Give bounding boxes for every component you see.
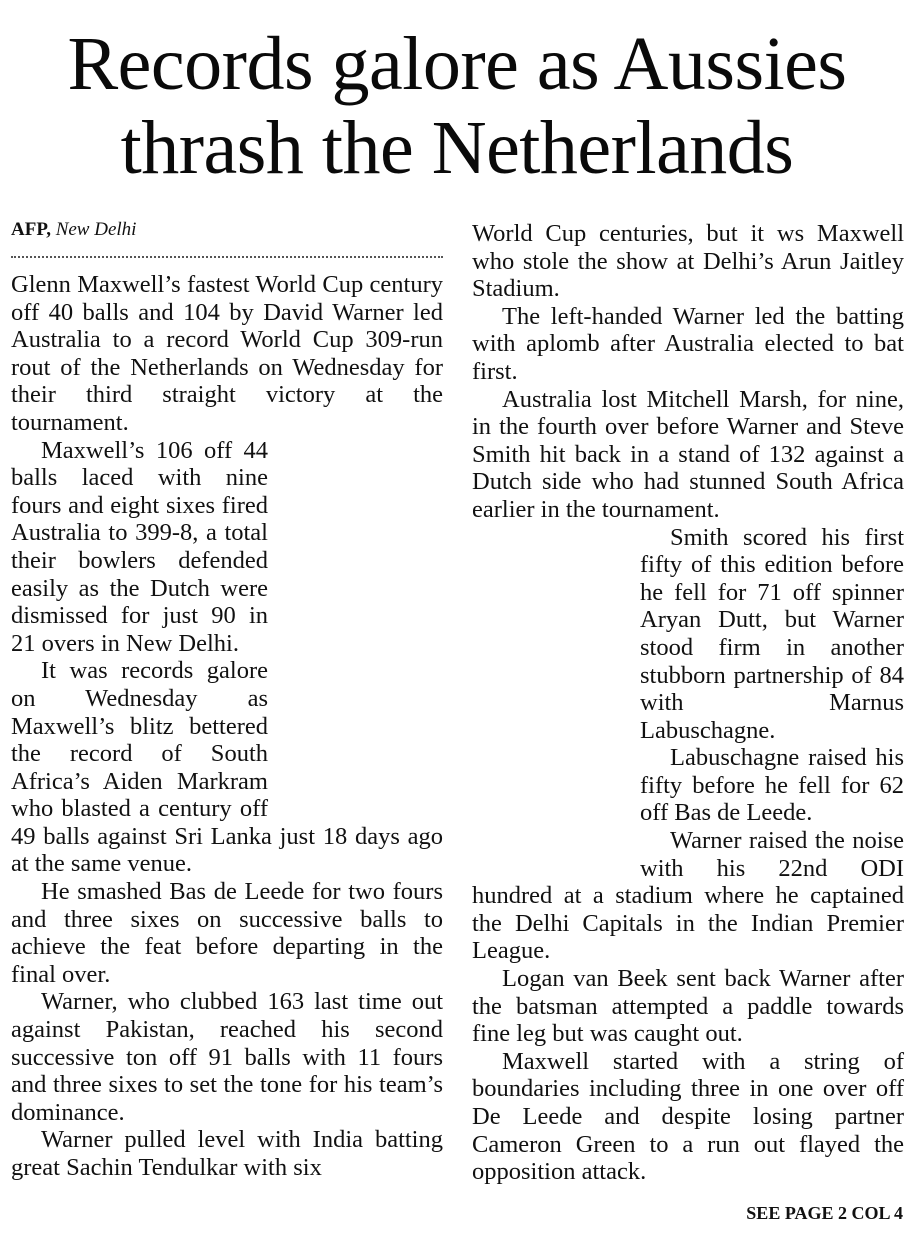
headline: Records galore as Aussies thrash the Netherlands (67, 22, 847, 190)
byline-agency: AFP, (11, 219, 51, 240)
paragraph: Warner pulled level with India batting great Sachin Tendulkar with six (11, 1126, 443, 1181)
byline (11, 219, 136, 241)
paragraph: Maxwell started with a string of boundaries including three in one over off De Leede and despite losing partner Cameron Green to a run out flayed the opposition attack. (472, 1047, 904, 1186)
paragraph: It was records galore on Wednesday as Maxwell’s blitz bettered the record of South Africa’s Aiden Markram who blasted a century off 49 balls against Sri Lanka just 18 days ago at the same venue. (11, 657, 443, 878)
paragraph: Labuschagne raised his fifty before he fell for 62 off Bas de Leede. (640, 744, 904, 827)
article-column-2 (472, 220, 904, 1186)
byline-divider (11, 256, 443, 258)
paragraph: Smith scored his first fifty of this edition before he fell for 71 off spinner Aryan Dutt, but Warner stood firm in another stubborn partnership of 84 with Marnus Labuschagne. (640, 523, 904, 744)
paragraph: Logan van Beek sent back Warner after the batsman attempted a paddle towards fine leg but was caught out. (472, 965, 904, 1048)
article-column-1 (11, 271, 443, 1182)
paragraph: Warner, who clubbed 163 last time out against Pakistan, reached his second successive ton off 91 balls with 11 fours and three sixes to set the tone for his team’s dominance. (11, 988, 443, 1126)
paragraph: Glenn Maxwell’s fastest World Cup century off 40 balls and 104 by David Warner led Australia to a record World Cup 309-run rout of the Netherlands on Wednesday for their third straight victory at the tournament. (11, 271, 443, 436)
paragraph: The left-handed Warner led the batting with aplomb after Australia elected to bat first. (472, 302, 904, 385)
photo-gap (472, 524, 640, 856)
paragraph: Australia lost Mitchell Marsh, for nine, in the fourth over before Warner and Steve Smith hit back in a stand of 132 against a Dutch side who had stunned South Africa earlier in the tournament. (472, 385, 904, 523)
byline-place: New Delhi (55, 219, 137, 240)
paragraph: Warner raised the noise with his 22nd ODI hundred at a stadium where he captained the Delhi Capitals in the Indian Premier League. (472, 827, 904, 965)
paragraph: World Cup centuries, but it ws Maxwell who stole the show at Delhi’s Arun Jaitley Stadium. (472, 220, 904, 303)
paragraph: He smashed Bas de Leede for two fours and three sixes on successive balls to achieve the feat before departing in the final over. (11, 878, 443, 988)
paragraph: Maxwell’s 106 off 44 balls laced with nine fours and eight sixes fired Australia to 399-8, a total their bowlers defended easily as the Dutch were dismissed for just 90 in 21 overs in New Delhi. (11, 436, 268, 657)
photo-gap (268, 437, 443, 801)
continuation-note: SEE PAGE 2 COL 4 (746, 1203, 903, 1223)
